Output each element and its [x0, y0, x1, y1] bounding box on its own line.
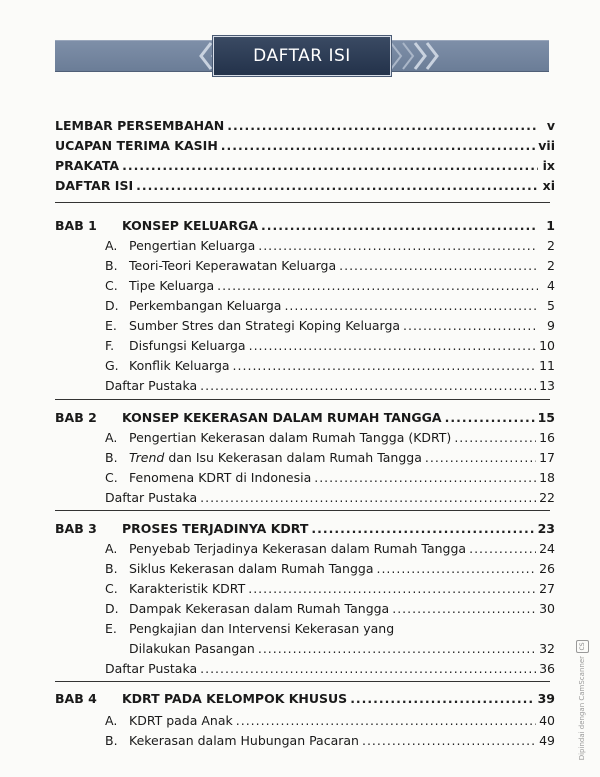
toc-entry-page: 4 — [547, 278, 555, 293]
toc-subentry[interactable] — [55, 336, 555, 356]
subentry-letter: G. — [105, 358, 119, 373]
leader-dots — [200, 659, 536, 679]
subentry-letter: C. — [105, 278, 118, 293]
toc-entry-front[interactable] — [55, 116, 555, 136]
toc-chapter-3[interactable] — [55, 519, 555, 539]
toc-entry-page: 16 — [539, 430, 555, 445]
subentry-label: Disfungsi Keluarga — [129, 338, 246, 353]
toc-entry-page: 17 — [539, 450, 555, 465]
watermark-text: Dipindai dengan CamScanner — [578, 656, 586, 761]
chapter-title: KONSEP KEKERASAN DALAM RUMAH TANGGA — [122, 410, 442, 425]
subentry-label: Pengkajian dan Intervensi Kekerasan yang — [129, 621, 395, 636]
leader-dots — [376, 559, 536, 579]
section-divider — [55, 202, 550, 203]
toc-subentry[interactable] — [55, 468, 555, 488]
toc-entry-page: 30 — [539, 601, 555, 616]
toc-entry-page: 23 — [537, 521, 555, 536]
subentry-label: Siklus Kekerasan dalam Rumah Tangga — [129, 561, 374, 576]
leader-dots — [350, 689, 534, 709]
chapter-number: BAB 1 — [55, 218, 97, 233]
subentry-letter: A. — [105, 430, 118, 445]
subentry-letter: A. — [105, 713, 118, 728]
references-label: Daftar Pustaka — [105, 661, 198, 676]
toc-subentry[interactable] — [55, 559, 555, 579]
toc-subentry[interactable] — [55, 256, 555, 276]
subentry-label: KDRT pada Anak — [129, 713, 233, 728]
leader-dots — [469, 539, 536, 559]
subentry-letter: D. — [105, 601, 119, 616]
page-title-box — [213, 36, 391, 76]
references-label: Daftar Pustaka — [105, 490, 198, 505]
toc-references[interactable] — [55, 488, 555, 508]
leader-dots — [136, 176, 538, 196]
leader-dots — [284, 296, 538, 316]
toc-entry-page: 11 — [539, 358, 555, 373]
toc-subentry[interactable] — [55, 579, 555, 599]
toc-subentry[interactable] — [55, 448, 555, 468]
toc-entry-page: 36 — [539, 661, 555, 676]
camscanner-logo-icon: CS — [576, 640, 589, 653]
toc-entry-page: 32 — [539, 641, 555, 656]
subentry-letter: F. — [105, 338, 115, 353]
toc-references[interactable] — [55, 659, 555, 679]
leader-dots — [233, 356, 537, 376]
leader-dots — [249, 336, 537, 356]
subentry-letter: C. — [105, 470, 118, 485]
subentry-label: Pengertian Keluarga — [129, 238, 256, 253]
toc-entry-page: 10 — [539, 338, 555, 353]
leader-dots — [122, 156, 538, 176]
subentry-label: Konflik Keluarga — [129, 358, 230, 373]
chapter-title: KDRT PADA KELOMPOK KHUSUS — [122, 691, 348, 706]
leader-dots — [200, 488, 536, 508]
leader-dots — [261, 216, 538, 236]
subentry-letter: E. — [105, 621, 117, 636]
leader-dots — [339, 256, 538, 276]
toc-entry-page: 27 — [539, 581, 555, 596]
toc-entry-page: v — [546, 118, 555, 133]
chapter-title: KONSEP KELUARGA — [122, 218, 259, 233]
subentry-letter: B. — [105, 450, 118, 465]
toc-entry-page: 18 — [539, 470, 555, 485]
leader-dots — [403, 316, 538, 336]
subentry-label: Karakteristik KDRT — [129, 581, 246, 596]
toc-subentry[interactable] — [55, 539, 555, 559]
subentry-label-italic: Trend — [129, 450, 165, 465]
toc-entry-label: DAFTAR ISI — [55, 178, 134, 193]
subentry-label: Tipe Keluarga — [129, 278, 215, 293]
toc-subentry-line2[interactable] — [55, 639, 555, 659]
section-divider — [55, 681, 550, 682]
toc-subentry[interactable] — [55, 316, 555, 336]
leader-dots — [217, 276, 538, 296]
subentry-label: Pengertian Kekerasan dalam Rumah Tangga (KDRT) — [129, 430, 452, 445]
toc-entry-page: xi — [542, 178, 555, 193]
section-divider — [55, 510, 550, 511]
leader-dots — [392, 599, 536, 619]
toc-subentry[interactable] — [55, 428, 555, 448]
chapter-number: BAB 3 — [55, 521, 97, 536]
toc-entry-page: ix — [542, 158, 555, 173]
toc-entry-front[interactable] — [55, 156, 555, 176]
subentry-letter: A. — [105, 541, 118, 556]
subentry-label: Kekerasan dalam Hubungan Pacaran — [129, 733, 359, 748]
leader-dots — [227, 116, 538, 136]
toc-chapter-1[interactable] — [55, 216, 555, 236]
toc-entry-page: 22 — [539, 490, 555, 505]
references-label: Daftar Pustaka — [105, 378, 198, 393]
chapter-number: BAB 4 — [55, 691, 97, 706]
toc-subentry[interactable] — [55, 236, 555, 256]
subentry-label: Teori-Teori Keperawatan Keluarga — [129, 258, 337, 273]
toc-entry-front[interactable] — [55, 136, 555, 156]
toc-subentry[interactable] — [55, 356, 555, 376]
leader-dots — [314, 468, 536, 488]
toc-entry-front[interactable] — [55, 176, 555, 196]
subentry-letter: A. — [105, 238, 118, 253]
leader-dots — [445, 408, 535, 428]
subentry-label: dan Isu Kekerasan dalam Rumah Tangga — [164, 450, 422, 465]
subentry-label: Penyebab Terjadinya Kekerasan dalam Rumah Tangga — [129, 541, 467, 556]
toc-entry-page: 9 — [547, 318, 555, 333]
toc-entry-page: 2 — [547, 238, 555, 253]
leader-dots — [200, 376, 536, 396]
subentry-label: Sumber Stres dan Strategi Koping Keluarga — [129, 318, 401, 333]
toc-entry-page: 15 — [537, 410, 555, 425]
subentry-label: Dilakukan Pasangan — [129, 641, 255, 656]
toc-subentry[interactable] — [55, 296, 555, 316]
subentry-letter: B. — [105, 258, 118, 273]
subentry-label: Dampak Kekerasan dalam Rumah Tangga — [129, 601, 390, 616]
page-title: DAFTAR ISI — [253, 46, 351, 66]
toc-subentry[interactable] — [55, 599, 555, 619]
toc-entry-label: LEMBAR PERSEMBAHAN — [55, 118, 225, 133]
leader-dots — [311, 519, 534, 539]
toc-chapter-4[interactable] — [55, 689, 555, 709]
leader-dots — [454, 428, 536, 448]
leader-dots — [236, 711, 536, 731]
subentry-letter: D. — [105, 298, 119, 313]
toc-references[interactable] — [55, 376, 555, 396]
toc-entry-page: 2 — [547, 258, 555, 273]
subentry-letter: E. — [105, 318, 117, 333]
toc-entry-page: 1 — [546, 218, 555, 233]
toc-entry-label: UCAPAN TERIMA KASIH — [55, 138, 218, 153]
subentry-letter: B. — [105, 561, 118, 576]
leader-dots — [425, 448, 536, 468]
toc-subentry-line1[interactable] — [55, 619, 555, 639]
toc-subentry[interactable] — [55, 276, 555, 296]
leader-dots — [258, 236, 538, 256]
chapter-title: PROSES TERJADINYA KDRT — [122, 521, 309, 536]
chapter-number: BAB 2 — [55, 410, 97, 425]
toc-subentry[interactable] — [55, 711, 555, 731]
subentry-label: Fenomena KDRT di Indonesia — [129, 470, 312, 485]
toc-subentry[interactable] — [55, 731, 555, 751]
toc-entry-page: 49 — [539, 733, 555, 748]
toc-entry-page: vii — [538, 138, 555, 153]
subentry-letter: C. — [105, 581, 118, 596]
toc-entry-page: 39 — [537, 691, 555, 706]
leader-dots — [248, 579, 536, 599]
leader-dots — [221, 136, 536, 156]
toc-entry-page: 13 — [539, 378, 555, 393]
toc-entry-page: 5 — [547, 298, 555, 313]
toc-entry-label: PRAKATA — [55, 158, 120, 173]
toc-chapter-2[interactable] — [55, 408, 555, 428]
leader-dots — [362, 731, 536, 751]
scanner-watermark — [575, 640, 589, 770]
toc-entry-page: 24 — [539, 541, 555, 556]
section-divider — [55, 399, 550, 400]
toc-entry-page: 40 — [539, 713, 555, 728]
subentry-letter: B. — [105, 733, 118, 748]
toc-entry-page: 26 — [539, 561, 555, 576]
leader-dots — [258, 639, 536, 659]
subentry-label: Perkembangan Keluarga — [129, 298, 282, 313]
